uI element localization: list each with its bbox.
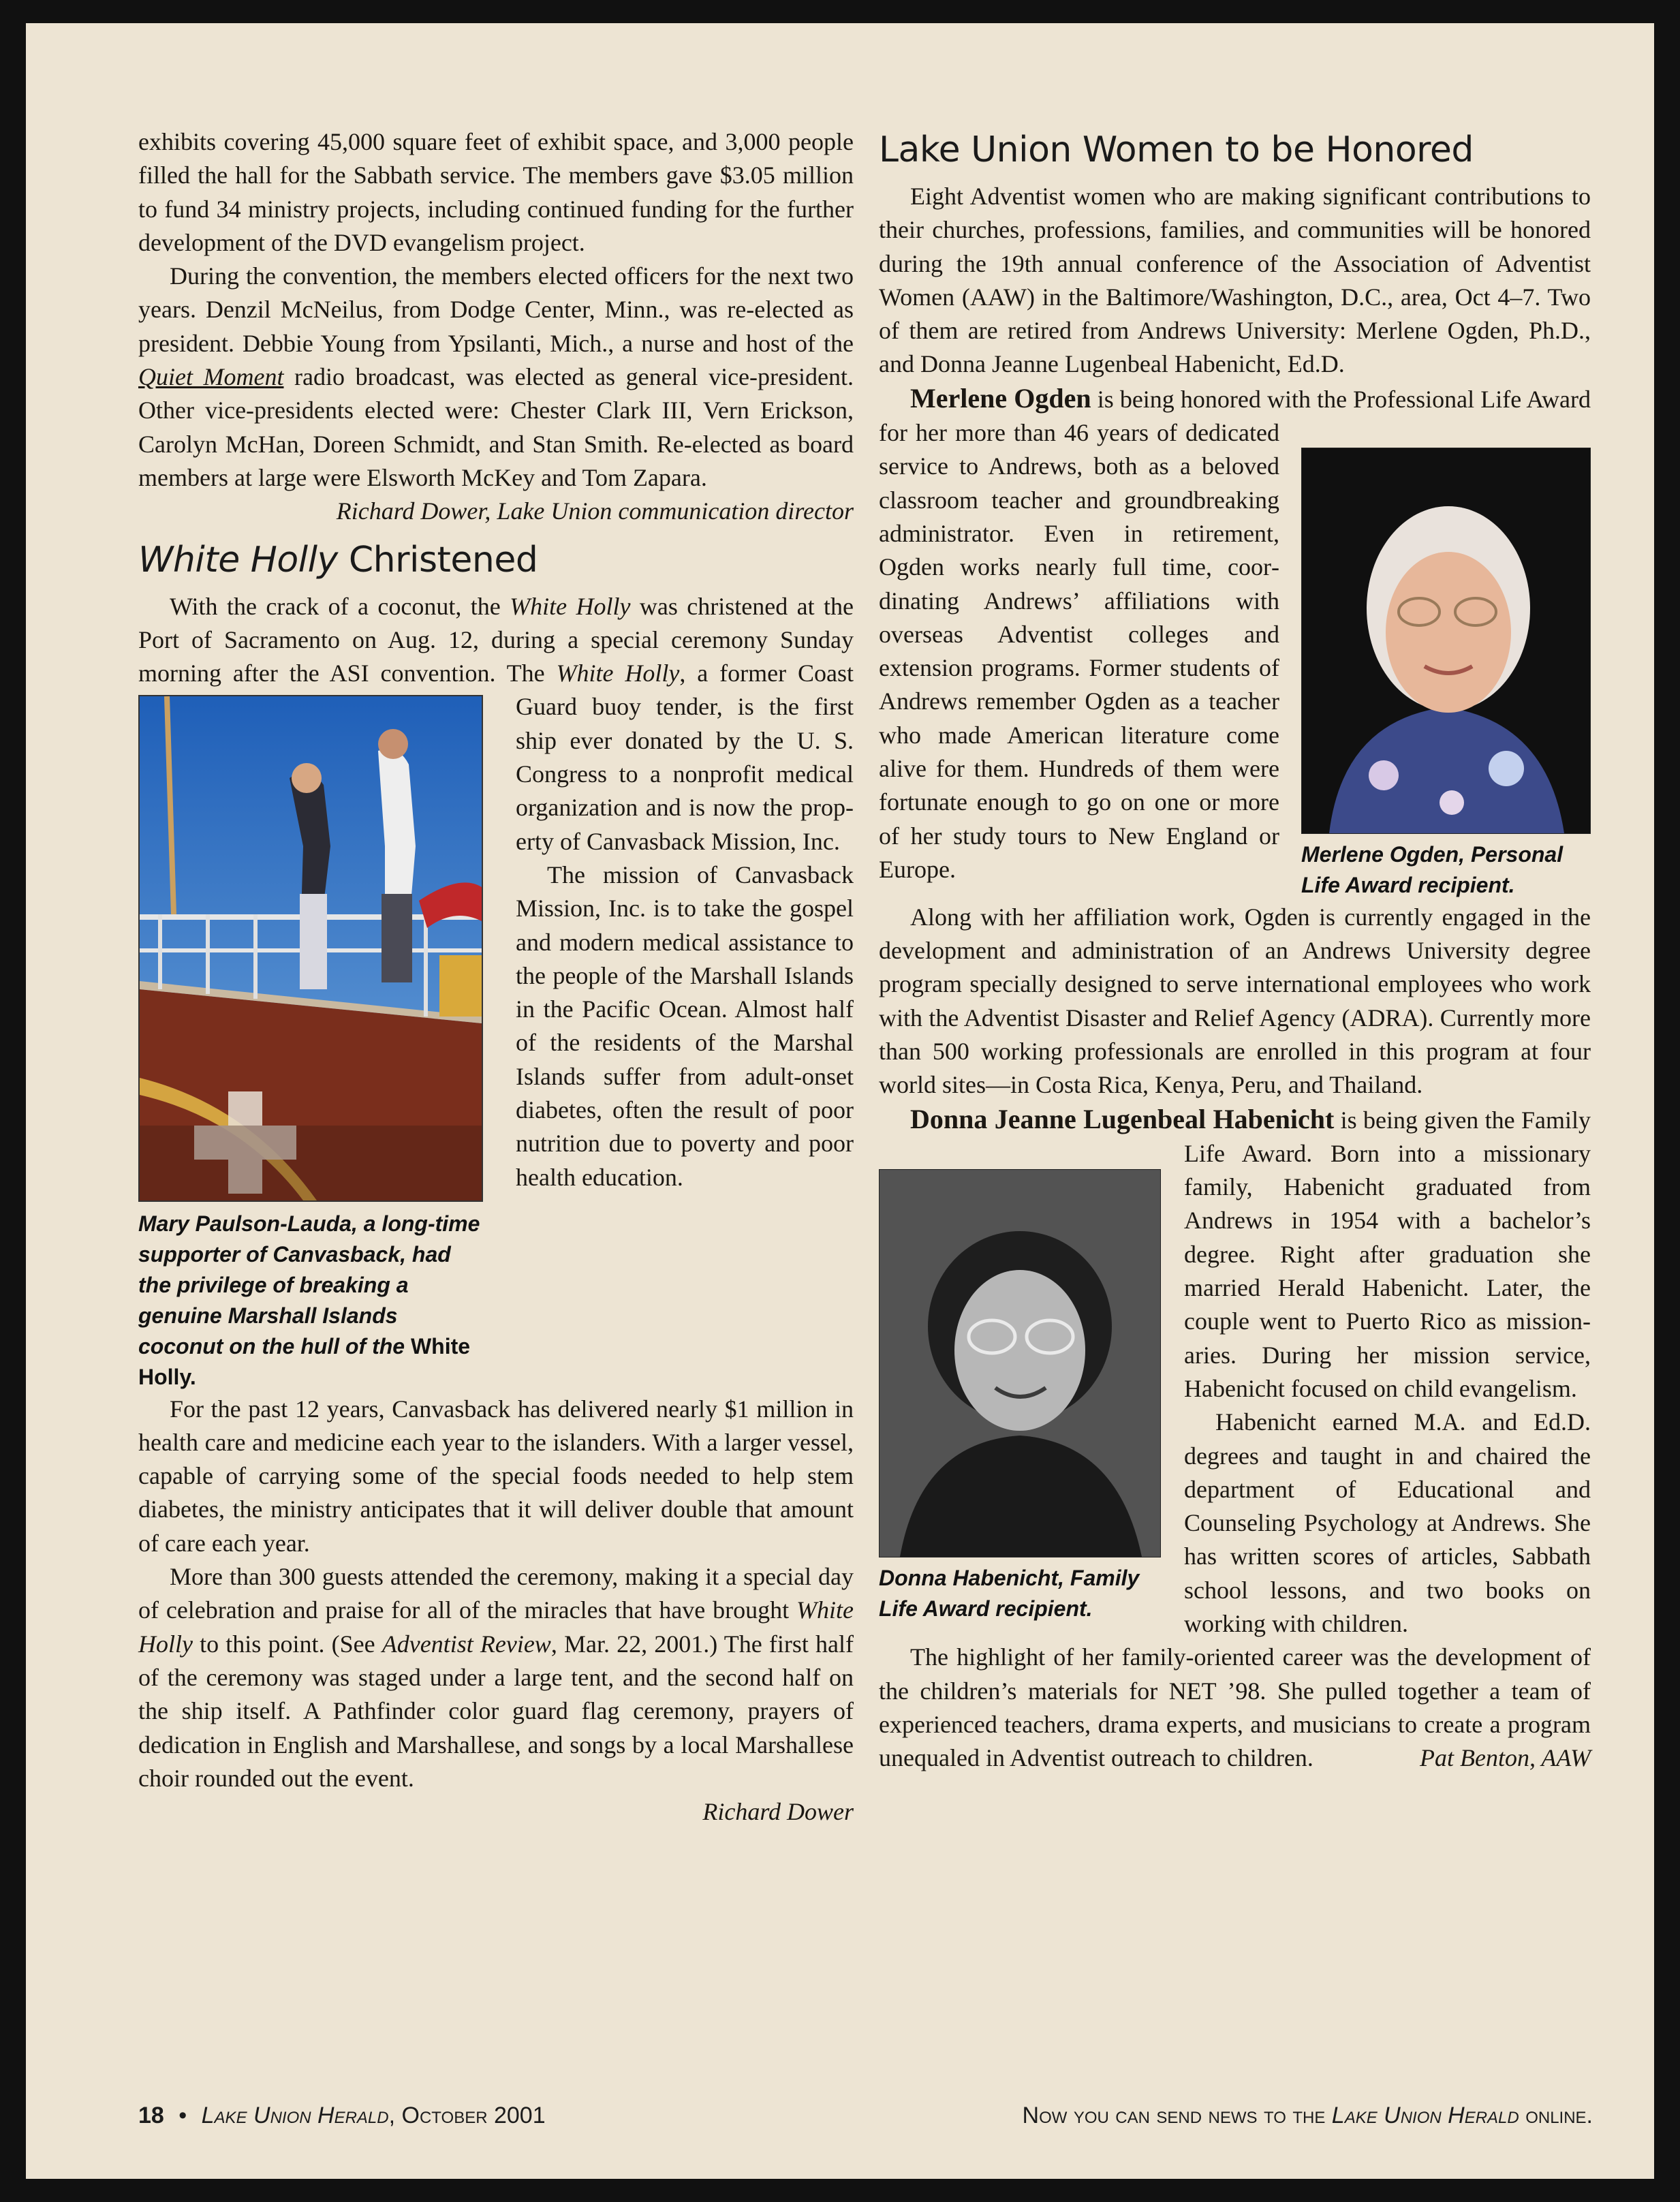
ogden-photo-caption: Merlene Ogden, Personal Life Award recipient.: [1301, 841, 1564, 897]
donna-habenicht-photo: [879, 1169, 1161, 1557]
ogden-name: Merlene Ogden: [910, 382, 1091, 414]
magazine-page: [26, 23, 1654, 2179]
ship-christening-photo: [138, 695, 483, 1202]
page-number: 18: [138, 2103, 164, 2128]
ogden-affiliation-paragraph: Along with her affiliation work, Ogden is currently engaged in the development and administration of an Andrews University degree program specially designed to serve international employees who work with the Adventist Disaster and Relief Agency (ADRA). Currently more than 500 working professionals are enrolled in this program at four world sites—in Costa Rica, Kenya, Peru, and Thailand.: [879, 903, 1591, 1099]
women-paragraph-1: Eight Adventist women who are making significant contributions to their churches, professions, families, and communities will be honored during the 19th annual conference of the Association of Adventist Women (AAW) in the Baltimore/Washington, D.C., area, Oct 4–7. Two of them are retired from Andrews University: Merlene Ogden, Ph.D., and Donna Jeanne Lugenbeal Habenicht, Ed.D.: [879, 183, 1591, 378]
merlene-ogden-photo: [1301, 448, 1591, 834]
ship-photo-illustration: [140, 696, 482, 1200]
ship-photo-caption: Mary Paulson-Lauda, a long-time supporter of Canvasback, had the privilege of breaking a genuine Marshall Islands coconut on the hull of the White Holly.: [138, 1211, 480, 1389]
ship-photo-block: [138, 695, 486, 1393]
ogden-photo-block: [1301, 448, 1591, 901]
habenicht-portrait-illustration: [880, 1170, 1160, 1557]
women-honored-headline: Lake Union Women to be Honored: [879, 129, 1474, 170]
habenicht-photo-caption: Donna Habenicht, Family Life Award recipient.: [879, 1565, 1140, 1621]
habenicht-name: Donna Jeanne Lugenbeal Habenicht: [910, 1103, 1335, 1134]
asi-paragraph-2: During the convention, the members elected officers for the next two years. Denzil McNeilus, from Dodge Center, Minn., was re-elected as president. Debbie Young from Ypsilanti, Mich., a nurse and host of the Quiet Moment radio broadcast, was elected as general vice-president. Other vice-presidents elected were: Chester Clark III, Vern Erickson, Carolyn McHan, Doreen Schmidt, and Stan Smith. Re-elected as board members at large were Elsworth McKey and Tom Zapara.: [138, 262, 854, 491]
ogden-portrait-illustration: [1302, 448, 1590, 833]
left-column: [138, 125, 854, 1829]
habenicht-photo-block: [879, 1169, 1161, 1624]
holly-paragraph-1: With the crack of a coconut, the White Holly was christened at the Port of Sacramento on Aug. 12, during a special ceremony Sunday morning after the ASI convention. The White Holly, a former Coast Guard buoy tender, is the first ship ever donated by the U. S. Congress to a nonprofit medical organization and is now the property of Canvasback Mission, Inc.: [138, 592, 854, 855]
white-holly-headline: White Holly Christened: [138, 539, 538, 580]
holly-paragraph-2: The mission of Canvasback Mission, Inc. is to take the gospel and modern medical assistance to the people of the Marshall Islands in the Pacific Ocean. Almost half of the residents of the Marshal Islands suffer from adult-onset diabetes, often the result of poor nutrition due to poverty and poor health education.: [516, 860, 854, 1191]
holly-byline: Richard Dower: [702, 1798, 854, 1826]
footer-left: 18 • Lake Union Herald, October 2001: [138, 2103, 546, 2128]
habenicht-paragraph: Donna Jeanne Lugenbeal Habenicht is being given the Family Life Award. Born into a missionary family, Habenicht graduated from Andrews in 1954 with a bachelor’s degree. Right after graduation she married Herald Habenicht. Later, the couple went to Puerto Rico as missionaries. During her mission service, Habenicht focused on child evangelism.: [910, 1103, 1591, 1402]
quiet-moment-title: Quiet Moment: [138, 363, 284, 391]
publication-name: Lake Union Herald: [201, 2103, 389, 2128]
holly-paragraph-3: For the past 12 years, Canvasback has delivered nearly $1 million in health care and medicine each year to the islanders. With a larger vessel, capable of carrying some of the special foods needed to help stem diabetes, the ministry anticipates that it will deliver double that amount of care each year.: [138, 1395, 854, 1557]
aaw-byline: Pat Benton, AAW: [1420, 1744, 1591, 1772]
habenicht-highlight-paragraph: The highlight of her family-oriented career was the development of the children’s materials for NET ’98. She pulled together a team of experienced teachers, drama experts, and musicians to create a program unequaled in Adventist outreach to children. Pat Benton, AAW: [879, 1641, 1591, 1775]
right-column: [879, 124, 1591, 1775]
footer-right: Now you can send news to the Lake Union Herald online.: [1022, 2103, 1593, 2128]
asi-paragraph-1: exhibits covering 45,000 square feet of exhibit space, and 3,000 people filled the hall for the Sabbath service. The members gave $3.05 million to fund 34 ministry projects, including continued funding for the further development of the DVD evangelism project.: [138, 128, 854, 256]
ogden-paragraph: Merlene Ogden is being honored with the Professional Life Award for her more than 46 years of dedicated service to Andrews, both as a beloved classroom teacher and groundbreaking administrator. Even in retirement, Ogden works nearly full time, coordinating Andrews’ affiliations with overseas Adventist colleges and extension programs. Former students of Andrews remember Ogden as a teacher who made American literature come alive for them. Hundreds of them were fortunate enough to go on one or more of her study tours to New England or Europe.: [879, 382, 1591, 883]
holly-paragraph-4: More than 300 guests attended the ceremony, making it a special day of celebration and praise for all of the miracles that have brought White Holly to this point. (See Adventist Review, Mar. 22, 2001.) The first half of the ceremony was staged under a large tent, and the second half on the ship itself. A Pathfinder color guard flag ceremony, prayers of dedication in English and Marshallese, and songs by a local Marshallese choir rounded out the event.: [138, 1563, 854, 1792]
issue-date: October 2001: [401, 2103, 546, 2128]
habenicht-education-paragraph: Habenicht earned M.A. and Ed.D. degrees and taught in and chaired the department of Educational and Counseling Psychology at Andrews. She has written scores of articles, Sabbath school lessons, and two books on working with children.: [1184, 1408, 1591, 1638]
asi-byline: Richard Dower, Lake Union communication director: [336, 497, 854, 525]
footer-bullet: •: [178, 2103, 187, 2128]
